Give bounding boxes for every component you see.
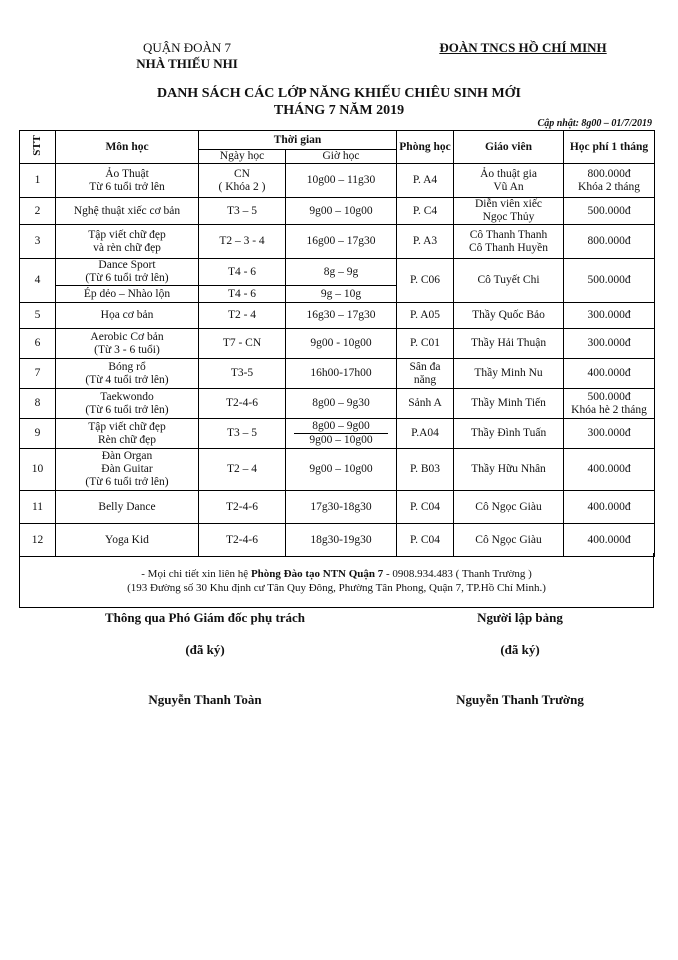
room-cell: P.A04 (397, 419, 454, 449)
note-office: Phòng Đào tạo NTN Quận 7 (250, 568, 384, 580)
subject-cell (56, 329, 199, 359)
hours-cell: 16g30 – 17g30 (286, 303, 397, 329)
updated-timestamp: Cập nhật: 8g00 – 01/7/2019 (537, 118, 652, 129)
header-teacher: Giáo viên (454, 131, 564, 164)
hours-cell: 18g30-19g30 (286, 524, 397, 557)
header-time: Thời gian (199, 131, 397, 150)
teacher-cell-line: Cô Thanh Thanh (469, 228, 548, 241)
fee-cell-line: 400.000đ (587, 500, 631, 513)
header-days: Ngày học (199, 150, 286, 164)
hours-cell: 10g00 – 11g30 (286, 164, 397, 198)
right-signature-title: Người lập bảng (477, 610, 563, 625)
days-cell-line: T2-4-6 (226, 500, 258, 513)
room-cell: P. A4 (397, 164, 454, 198)
subject-cell-line: Aerobic Cơ bản (90, 330, 164, 343)
subject-cell (56, 198, 199, 225)
fee-cell (564, 389, 655, 419)
days-cell-line: T7 - CN (222, 337, 262, 349)
subject-cell (56, 164, 199, 198)
fee-cell-line: Khóa hè 2 tháng (571, 403, 647, 416)
days-cell-line: ( Khóa 2 ) (218, 180, 266, 193)
hours-cell: 8g – 9g (286, 259, 397, 286)
days-cell: T4 - 6 (199, 286, 286, 303)
teacher-cell (454, 225, 564, 259)
subject-cell (56, 359, 199, 389)
days-cell (199, 419, 286, 449)
teacher-cell (454, 449, 564, 491)
room-cell: P. C01 (397, 329, 454, 359)
subject-cell-line: và rèn chữ đẹp (93, 241, 161, 254)
table-row (20, 259, 655, 286)
teacher-cell (454, 389, 564, 419)
teacher-cell-line: Diễn viên xiếc (474, 198, 543, 210)
teacher-cell-line: Thầy Minh Nu (474, 367, 543, 379)
subject-cell (56, 419, 199, 449)
contact-note (19, 553, 654, 608)
fee-cell (564, 491, 655, 524)
subject-cell-line: Từ 6 tuổi trở lên (89, 180, 165, 193)
subject-cell-line: Nghệ thuật xiếc cơ bản (73, 204, 181, 217)
fee-cell-line: 800.000đ (587, 235, 631, 247)
hours-cell: 16h00-17h00 (286, 359, 397, 389)
fee-cell-line: 500.000đ (587, 204, 631, 217)
fee-cell (564, 359, 655, 389)
document-title: DANH SÁCH CÁC LỚP NĂNG KHIẾU CHIÊU SINH MỚI (156, 86, 522, 101)
days-cell-line: T4 - 6 (227, 265, 257, 278)
stt-cell: 1 (20, 164, 56, 198)
subject-cell-line: Rèn chữ đẹp (98, 433, 156, 446)
subject-cell-line: Dance Sport (98, 259, 156, 271)
header-children-house: NHÀ THIẾU NHI (136, 56, 238, 71)
days-cell-line: T2-4-6 (226, 533, 258, 546)
subject-cell-line: Belly Dance (98, 500, 156, 513)
table-row (20, 491, 655, 524)
days-cell-line: CN (234, 167, 250, 180)
teacher-cell-line: Cô Ngọc Giàu (475, 533, 542, 546)
days-cell (199, 198, 286, 225)
days-cell (199, 359, 286, 389)
header-youth-union: ĐOÀN TNCS HỒ CHÍ MINH (439, 40, 607, 55)
hours-cell: 17g30-18g30 (286, 491, 397, 524)
stt-cell: 6 (20, 329, 56, 359)
hours-cell: 9g00 - 10g00 (286, 329, 397, 359)
teacher-cell-line: Thầy Quốc Bảo (472, 309, 545, 321)
note-prefix: - Mọi chi tiết xin liên hệ (141, 568, 251, 580)
days-cell (199, 164, 286, 198)
subject-cell-line: (Từ 3 - 6 tuổi) (94, 343, 160, 356)
left-signature-title: Thông qua Phó Giám đốc phụ trách (104, 610, 306, 625)
table-row (20, 225, 655, 259)
fee-cell-line: 400.000đ (587, 533, 631, 546)
fee-cell (564, 198, 655, 225)
stt-cell: 12 (20, 524, 56, 557)
teacher-cell (454, 524, 564, 557)
subject-cell (56, 524, 199, 557)
teacher-cell-line: Ảo thuật gia (480, 167, 537, 180)
days-cell (199, 524, 286, 557)
days-cell-line: T2 – 4 (226, 463, 258, 475)
table-row (20, 359, 655, 389)
subject-cell-line: Yoga Kid (105, 533, 149, 546)
room-cell: P. C04 (397, 524, 454, 557)
days-cell (199, 449, 286, 491)
teacher-cell (454, 491, 564, 524)
left-signer-name: Nguyễn Thanh Toàn (148, 692, 262, 707)
stt-cell: 5 (20, 303, 56, 329)
days-cell-line: T2-4-6 (226, 397, 258, 409)
teacher-cell (454, 303, 564, 329)
table-row (20, 198, 655, 225)
room-cell: Sảnh A (397, 389, 454, 419)
subject-cell-line: Tập viết chữ đẹp (88, 228, 166, 241)
days-cell-line: T2 – 3 - 4 (219, 235, 265, 247)
fee-cell (564, 303, 655, 329)
header-subject: Môn học (56, 131, 199, 164)
left-signature-status: (đã ký) (185, 642, 225, 657)
subject-cell-line: Đàn Organ (101, 450, 153, 462)
teacher-cell (454, 359, 564, 389)
right-signature-status: (đã ký) (500, 642, 540, 657)
fee-cell (564, 259, 655, 303)
days-cell (199, 225, 286, 259)
fee-cell (564, 419, 655, 449)
subject-cell-line: Bóng rổ (108, 360, 146, 373)
days-cell-line: T3 – 5 (226, 427, 258, 439)
room-cell: P. C04 (397, 491, 454, 524)
table-row (20, 524, 655, 557)
room-cell: P. C4 (397, 198, 454, 225)
header-fee: Học phí 1 tháng (564, 131, 655, 164)
subject-cell (56, 449, 199, 491)
fee-cell-line: 300.000đ (587, 309, 631, 321)
days-cell (199, 259, 286, 286)
subject-cell-line: (Từ 4 tuổi trở lên) (85, 373, 169, 386)
subject-cell: Ép dẻo – Nhào lộn (56, 286, 199, 303)
hours-line: 8g00 – 9g00 (294, 420, 388, 434)
teacher-cell-line: Cô Tuyết Chi (477, 274, 540, 286)
teacher-cell (454, 329, 564, 359)
hours-cell (286, 419, 397, 449)
right-signer-name: Nguyễn Thanh Trường (456, 692, 584, 707)
days-cell-line: T3-5 (230, 367, 254, 379)
header-room: Phòng học (397, 131, 454, 164)
room-cell: P. A05 (397, 303, 454, 329)
stt-cell: 10 (20, 449, 56, 491)
days-cell-line: T2 - 4 (227, 309, 257, 321)
days-cell (199, 303, 286, 329)
hours-cell: 9g00 – 10g00 (286, 198, 397, 225)
header-stt: STT (20, 131, 56, 164)
hours-cell: 9g00 – 10g00 (286, 449, 397, 491)
note-address: (193 Đường số 30 Khu định cư Tân Quy Đông, Phường Tân Phong, Quận 7, TP.Hồ Chí Minh.) (127, 582, 546, 594)
days-cell (199, 329, 286, 359)
stt-cell: 11 (20, 491, 56, 524)
subject-cell-line: Họa cơ bản (100, 309, 154, 321)
document-subtitle: THÁNG 7 NĂM 2019 (273, 103, 405, 118)
subject-cell (56, 491, 199, 524)
fee-cell-line: 500.000đ (587, 390, 631, 403)
table-row (20, 389, 655, 419)
fee-cell (564, 225, 655, 259)
hours-cell: 16g00 – 17g30 (286, 225, 397, 259)
fee-cell-line: 400.000đ (587, 463, 631, 475)
stt-cell: 7 (20, 359, 56, 389)
fee-cell-line: 400.000đ (587, 367, 631, 379)
subject-cell-line: Đàn Guitar (101, 463, 153, 475)
teacher-cell-line: Vũ An (493, 180, 524, 193)
hours-cell: 8g00 – 9g30 (286, 389, 397, 419)
fee-cell-line: 300.000đ (587, 427, 631, 439)
subject-cell (56, 259, 199, 286)
subject-cell-line: (Từ 6 tuổi trở lên) (85, 403, 169, 416)
stt-cell: 3 (20, 225, 56, 259)
teacher-cell-line: Thầy Đình Tuấn (470, 427, 547, 439)
teacher-cell-line: Thầy Minh Tiến (471, 397, 546, 409)
days-cell (199, 491, 286, 524)
teacher-cell (454, 198, 564, 225)
room-cell: P. B03 (397, 449, 454, 491)
fee-cell (564, 524, 655, 557)
subject-cell (56, 225, 199, 259)
stt-cell: 9 (20, 419, 56, 449)
table-row (20, 164, 655, 198)
table-row (20, 449, 655, 491)
subject-cell-line: Taekwondo (100, 390, 154, 403)
stt-cell: 2 (20, 198, 56, 225)
table-row (20, 419, 655, 449)
table-row (20, 303, 655, 329)
subject-cell-line: (Từ 6 tuổi trở lên) (85, 476, 169, 488)
room-cell: P. A3 (397, 225, 454, 259)
days-cell (199, 389, 286, 419)
class-schedule-table (19, 130, 655, 557)
teacher-cell-line: Ngọc Thủy (482, 211, 535, 223)
subject-cell (56, 303, 199, 329)
subject-cell-line: Ảo Thuật (105, 167, 149, 180)
stt-cell: 4 (20, 259, 56, 303)
teacher-cell-line: Cô Thanh Huyền (469, 241, 549, 254)
room-cell: Sân đa năng (397, 359, 454, 389)
fee-cell-line: 500.000đ (587, 274, 631, 286)
fee-cell-line: 300.000đ (587, 337, 631, 349)
days-cell-line: T3 – 5 (226, 204, 258, 217)
stt-cell: 8 (20, 389, 56, 419)
header-district-union: QUẬN ĐOÀN 7 (142, 40, 232, 55)
fee-cell (564, 449, 655, 491)
teacher-cell (454, 259, 564, 303)
fee-cell (564, 164, 655, 198)
room-cell: P. C06 (397, 259, 454, 303)
hours-line: 9g00 – 10g00 (309, 434, 373, 446)
subject-cell-line: (Từ 6 tuổi trở lên) (85, 272, 169, 284)
hours-cell: 9g – 10g (286, 286, 397, 303)
fee-cell-line: 800.000đ (587, 167, 631, 180)
teacher-cell-line: Thầy Hữu Nhân (471, 463, 546, 475)
teacher-cell (454, 419, 564, 449)
note-suffix: - 0908.934.483 ( Thanh Trường ) (383, 568, 532, 580)
teacher-cell-line: Thầy Hải Thuận (470, 337, 547, 349)
fee-cell-line: Khóa 2 tháng (578, 180, 640, 193)
teacher-cell-line: Cô Ngọc Giàu (475, 500, 542, 513)
table-row (20, 329, 655, 359)
teacher-cell (454, 164, 564, 198)
header-hours: Giờ học (286, 150, 397, 164)
subject-cell-line: Tập viết chữ đẹp (88, 420, 166, 433)
subject-cell (56, 389, 199, 419)
fee-cell (564, 329, 655, 359)
